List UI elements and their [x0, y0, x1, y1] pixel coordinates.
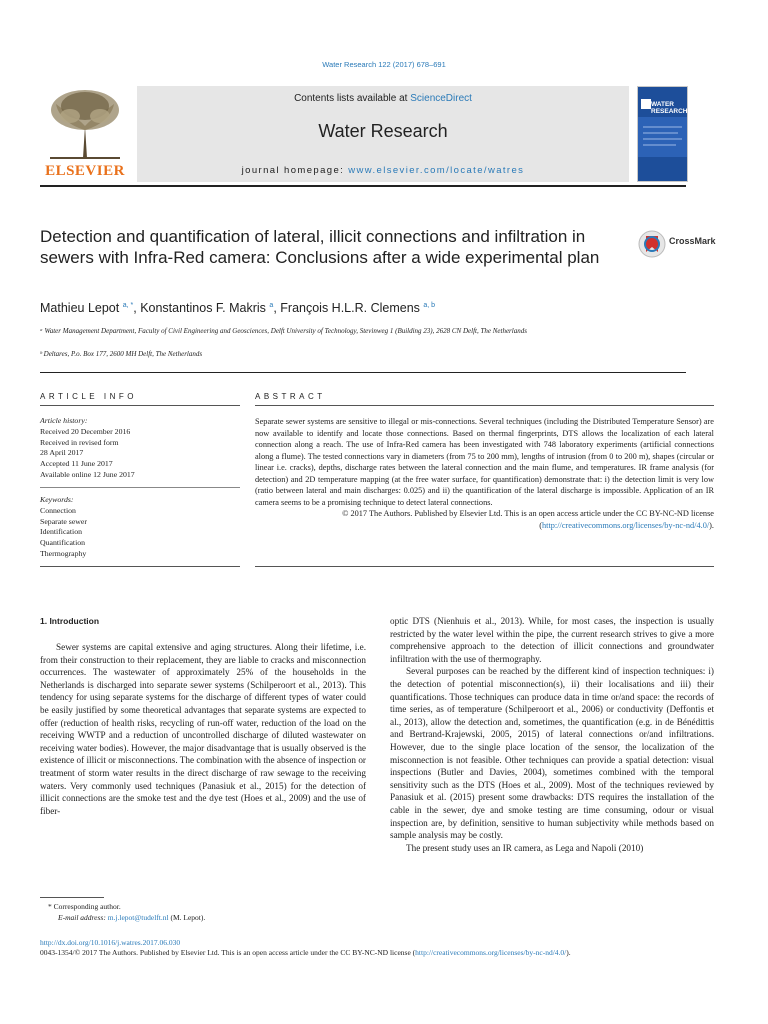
keyword: Quantification: [40, 538, 86, 548]
author-affiliation-mark[interactable]: a: [269, 301, 274, 309]
affiliation-a: ᵃ Water Management Department, Faculty of Civil Engineering and Geosciences, Delft University of Technology, Stevinweg 1 (Building 23), 2628 CN Delft, The Netherlands: [40, 327, 527, 335]
corresponding-author-footnote: [48, 902, 366, 923]
introduction-heading: 1. Introduction: [40, 616, 100, 626]
history-entry: Accepted 11 June 2017: [40, 459, 113, 469]
abstract-rule: [255, 405, 714, 406]
title-block-rule: [40, 372, 686, 373]
author-name[interactable]: Konstantinos F. Makris: [140, 301, 266, 315]
abstract-heading: ABSTRACT: [255, 392, 326, 401]
body-paragraph: optic DTS (Nienhuis et al., 2013). While, for most cases, the inspection is usually restricted by the water level within the pipe, the current research strives to give a more comprehensive approach to the detection of illicit connections and groundwater infiltration with the use of thermography.: [390, 616, 714, 664]
crossmark-label: CrossMark: [669, 236, 716, 246]
contents-prefix: Contents lists available at: [294, 93, 411, 104]
footnote-mark: * Corresponding author.: [48, 902, 121, 911]
author-list: Mathieu Lepot $^{a, *}$, Konstantinos F. Makris $^a$, François H.L.R. Clemens $^{a, b}$: [40, 301, 436, 315]
affiliation-b: ᵇ Deltares, P.o. Box 177, 2600 MH Delft, The Netherlands: [40, 350, 203, 358]
email-end: (M. Lepot).: [168, 912, 206, 922]
keywords-list: [40, 495, 240, 560]
crossmark-icon: [638, 230, 666, 258]
contents-list-line: [137, 93, 629, 104]
journal-citation[interactable]: Water Research 122 (2017) 678–691: [322, 60, 446, 69]
doi-link[interactable]: http://dx.doi.org/10.1016/j.watres.2017.06.030: [40, 938, 181, 947]
article-title: Detection and quantification of lateral, illicit connections and infiltration in sewers with Infra-Red camera: Conclusions after a wide experimental plan: [40, 227, 600, 267]
article-history: [40, 416, 240, 481]
abstract-copyright-end: ).: [709, 520, 714, 530]
author-affiliation-mark[interactable]: a, b: [423, 301, 436, 309]
history-entry: Received in revised form: [40, 437, 119, 447]
footer-copyright: [40, 948, 571, 957]
abstract-copyright: [255, 508, 714, 531]
keyword: Thermography: [40, 548, 87, 558]
history-label: Article history:: [40, 416, 88, 425]
footer-copyright-end: ).: [566, 948, 571, 957]
keyword: Connection: [40, 505, 76, 515]
footer-copyright-text: 0043-1354/© 2017 The Authors. Published by Elsevier Ltd. This is an open access article under the CC BY-NC-ND license (: [40, 948, 416, 957]
body-paragraph: Several purposes can be reached by the different kind of inspection techniques: i) the detection of potential misconnection(s), ii) their localisations and iii) their quantifications. Those techniques can produce data in time or/and space: the records of time series, as of temperature (Schilperoort et al., 2006) or conductivity (Deffontis et al., 2013), allow the detection and, sometimes, the quantification (e.g. in de Bénédittis and Bertrand-Krajewski, 2005, 2015) of lateral connections or/and infiltrations. However, due to the single place location of the sensor, the localization of the misconnection is not feasible. Other techniques can provide a spatial detection: visual inspections (Butler and Davies, 2004), sometimes combined with the temporal sensitivity such as the DTS (Hoes et al., 2009). Most of the techniques reviewed by Panasiuk et al. (2015) present some drawbacks: DTS requires the installation of the cable in the sewer, dye and smoke testing are time consuming, odour or visual inspection are, by definition, sensitive to human subjectivity while methods based on sample analysis may be costly.: [390, 666, 714, 841]
cover-title: [651, 101, 687, 115]
journal-homepage-line: [137, 165, 629, 176]
keyword: Separate sewer: [40, 516, 87, 526]
article-info-rule: [40, 405, 240, 406]
history-entry: 28 April 2017: [40, 448, 84, 458]
elsevier-wordmark: ELSEVIER: [45, 163, 125, 179]
body-paragraph: The present study uses an IR camera, as Lega and Napoli (2010): [406, 842, 644, 853]
abstract-body: [255, 416, 714, 531]
body-paragraph: Sewer systems are capital extensive and aging structures. Along their lifetime, i.e. from their construction to their replacement, they are liable to cracks and misconnection occurrences. The wastewater of approximately 25% of the households in the Netherlands is discharged into separate sewer systems (Schilperoort et al., 2013). This tendency for using separate systems for the discharge of different types of water could be easily justified by some theoretical advantages that separate systems are expected to offer (reduction of health risks, recycling of run-off water, reduction of the load on the receiving WWTP and a reduction of uncontrolled discharge of diluted wastewater on receiving water bodies). However, the major disadvantage that is usually observed is the existence of illicit or misconnections. The combination with the absence of inspection or treatment of storm water results in the direct discharge of raw sewage to the receiving waters. Very commonly used techniques (Panasiuk et al., 2015) for the detection of illicit connections are the smoke test and the dye test (Hoes et al., 2009) and the use of fiber-: [40, 642, 366, 816]
abstract-copyright-text: © 2017 The Authors. Published by Elsevier Ltd. This is an open access article under the CC BY-NC-ND license (: [342, 509, 714, 530]
history-entry: Received 20 December 2016: [40, 426, 131, 436]
abstract-bottom-rule: [255, 566, 714, 567]
journal-homepage-link[interactable]: www.elsevier.com/locate/watres: [348, 165, 525, 176]
author-email-link[interactable]: m.j.lepot@tudelft.nl: [107, 912, 169, 922]
body-right-column: [390, 615, 714, 854]
journal-cover-thumbnail[interactable]: [637, 86, 688, 182]
body-left-column: [40, 641, 366, 817]
keywords-rule: [40, 487, 240, 488]
article-info-bottom-rule: [40, 566, 240, 567]
footer-license-link[interactable]: http://creativecommons.org/licenses/by-nc-nd/4.0/: [415, 948, 567, 957]
header-rule: [40, 185, 686, 187]
article-info-heading: ARTICLE INFO: [40, 392, 137, 401]
homepage-prefix: journal homepage:: [241, 165, 349, 176]
footnote-rule: [40, 897, 104, 898]
crossmark-badge[interactable]: [638, 230, 718, 258]
author-affiliation-mark[interactable]: a, *: [122, 301, 134, 309]
keywords-label: Keywords:: [40, 495, 74, 504]
author-name[interactable]: François H.L.R. Clemens: [280, 301, 420, 315]
abstract-text: Separate sewer systems are sensitive to illegal or mis-connections. Several techniques (including the Distributed Temperature Sensor) are now available to identify and locate those connections. Based on thermal fingerprints, DTS allows the localization of each lateral connection along a reach. The use of Infra-Red camera has been investigated with 748 laboratory experiments (artificial connections along a flume). The tested connections vary in diameters (from 75 to 200 mm), lengths of intrusion (from 0 to 200 m), shapes (circular or linear i.e. cracks), depths, discharge rates between the lateral connection and the main flume, and temperatures. IR frame analysis (for detection) and 2D temperature mapping (at the free water surface, for quantification) demonstrate that: i) the detection limit is very low (ratio between lateral and main discharges: 0.025) and ii) the quantification of the lateral discharge is impossible. Application of an IR camera seems to be a promising technique to detect lateral connections.: [255, 417, 714, 507]
email-label: E-mail address:: [58, 912, 108, 922]
cover-title-line1: WATER: [651, 101, 674, 108]
history-entry: Available online 12 June 2017: [40, 469, 135, 479]
sciencedirect-link[interactable]: ScienceDirect: [410, 93, 472, 104]
keyword: Identification: [40, 527, 82, 537]
cover-title-line2: RESEARCH: [651, 108, 688, 115]
abstract-license-link[interactable]: http://creativecommons.org/licenses/by-nc-nd/4.0/: [542, 520, 710, 530]
author-name[interactable]: Mathieu Lepot: [40, 301, 120, 315]
journal-name: Water Research: [318, 121, 448, 141]
